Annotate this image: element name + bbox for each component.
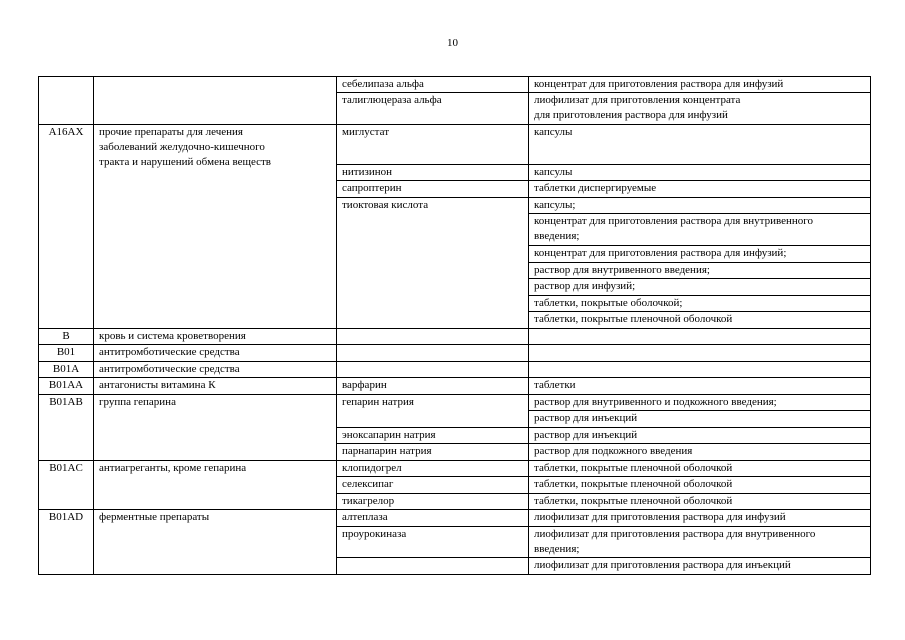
atc-code: B01AA [39,378,94,395]
group-cell [94,77,337,125]
dosage-form-line: для приготовления раствора для инфузий [534,109,728,121]
dosage-form [529,214,871,246]
drug-name: эноксапарин натрия [337,428,529,444]
drug-name [337,362,529,378]
group-name: кровь и система кроветворения [94,329,337,345]
table-row [39,378,871,395]
group-name-line: заболеваний желудочно-кишечного [99,141,265,153]
drug-name: варфарин [337,378,529,395]
table-row [39,510,871,527]
group-name: антагонисты витамина К [94,378,337,395]
table-row [39,345,871,362]
atc-code: B01 [39,345,94,362]
atc-code: B01AC [39,461,94,510]
group-name-line: прочие препараты для лечения [99,126,243,138]
dosage-form [529,345,871,362]
dosage-form: раствор для подкожного введения [529,444,871,461]
dosage-form: таблетки [529,378,871,395]
drug-name: клопидогрел [337,461,529,477]
drug-name [337,329,529,345]
atc-code: A16AX [39,125,94,329]
dosage-form: таблетки, покрытые пленочной оболочкой [529,461,871,477]
group-name [94,125,337,329]
drug-name [337,558,529,575]
table-row [39,125,871,165]
drug-name: гепарин натрия [337,395,529,428]
table-row [39,461,871,477]
drug-name [337,345,529,362]
drug-name: алтеплаза [337,510,529,527]
atc-code: B01A [39,362,94,378]
dosage-form: раствор для внутривенного и подкожного введения; [529,395,871,411]
table-row [39,329,871,345]
group-name: группа гепарина [94,395,337,461]
dosage-form-line: введения; [534,230,580,242]
dosage-form [529,527,871,558]
dosage-form: раствор для инфузий; [529,279,871,296]
group-name: антиагреганты, кроме гепарина [94,461,337,510]
group-name: ферментные препараты [94,510,337,575]
dosage-form: таблетки, покрытые оболочкой; [529,296,871,312]
page-number: 10 [447,37,458,49]
dosage-form: капсулы [529,125,871,165]
drug-name: нитизинон [337,165,529,181]
drug-name: себелипаза альфа [337,77,529,93]
dosage-form: лиофилизат для приготовления раствора для инфузий [529,510,871,527]
dosage-form: капсулы [529,165,871,181]
dosage-form: концентрат для приготовления раствора для инфузий; [529,246,871,263]
dosage-form-line: концентрат для приготовления раствора для внутривенного [534,215,814,227]
dosage-form: раствор для внутривенного введения; [529,263,871,279]
atc-code-cell [39,77,94,125]
group-name: антитромботические средства [94,362,337,378]
atc-code: B01AD [39,510,94,575]
table-row [39,362,871,378]
dosage-form-line: введения; [534,543,580,555]
drug-table [38,76,871,575]
drug-name: миглустат [337,125,529,165]
dosage-form: капсулы; [529,198,871,214]
group-name-line: тракта и нарушений обмена веществ [99,156,271,168]
dosage-form-line: лиофилизат для приготовления раствора для внутривенного [534,528,816,540]
drug-name: сапроптерин [337,181,529,198]
dosage-form: таблетки, покрытые пленочной оболочкой [529,312,871,329]
drug-name: талиглюцераза альфа [337,93,529,125]
dosage-form: концентрат для приготовления раствора для инфузий [529,77,871,93]
dosage-form-line: лиофилизат для приготовления концентрата [534,94,741,106]
dosage-form [529,329,871,345]
dosage-form: таблетки диспергируемые [529,181,871,198]
dosage-form [529,362,871,378]
table-row [39,77,871,93]
group-name: антитромботические средства [94,345,337,362]
dosage-form: раствор для инъекций [529,411,871,428]
drug-name: тиоктовая кислота [337,198,529,329]
dosage-form: раствор для инъекций [529,428,871,444]
dosage-form: таблетки, покрытые пленочной оболочкой [529,477,871,494]
dosage-form: лиофилизат для приготовления раствора для инъекций [529,558,871,575]
atc-code: B01AB [39,395,94,461]
drug-name: селексипаг [337,477,529,494]
drug-name: тикагрелор [337,494,529,510]
drug-name: парнапарин натрия [337,444,529,461]
dosage-form: таблетки, покрытые пленочной оболочкой [529,494,871,510]
dosage-form [529,93,871,125]
drug-name: проурокиназа [337,527,529,558]
table-row [39,395,871,411]
atc-code: B [39,329,94,345]
